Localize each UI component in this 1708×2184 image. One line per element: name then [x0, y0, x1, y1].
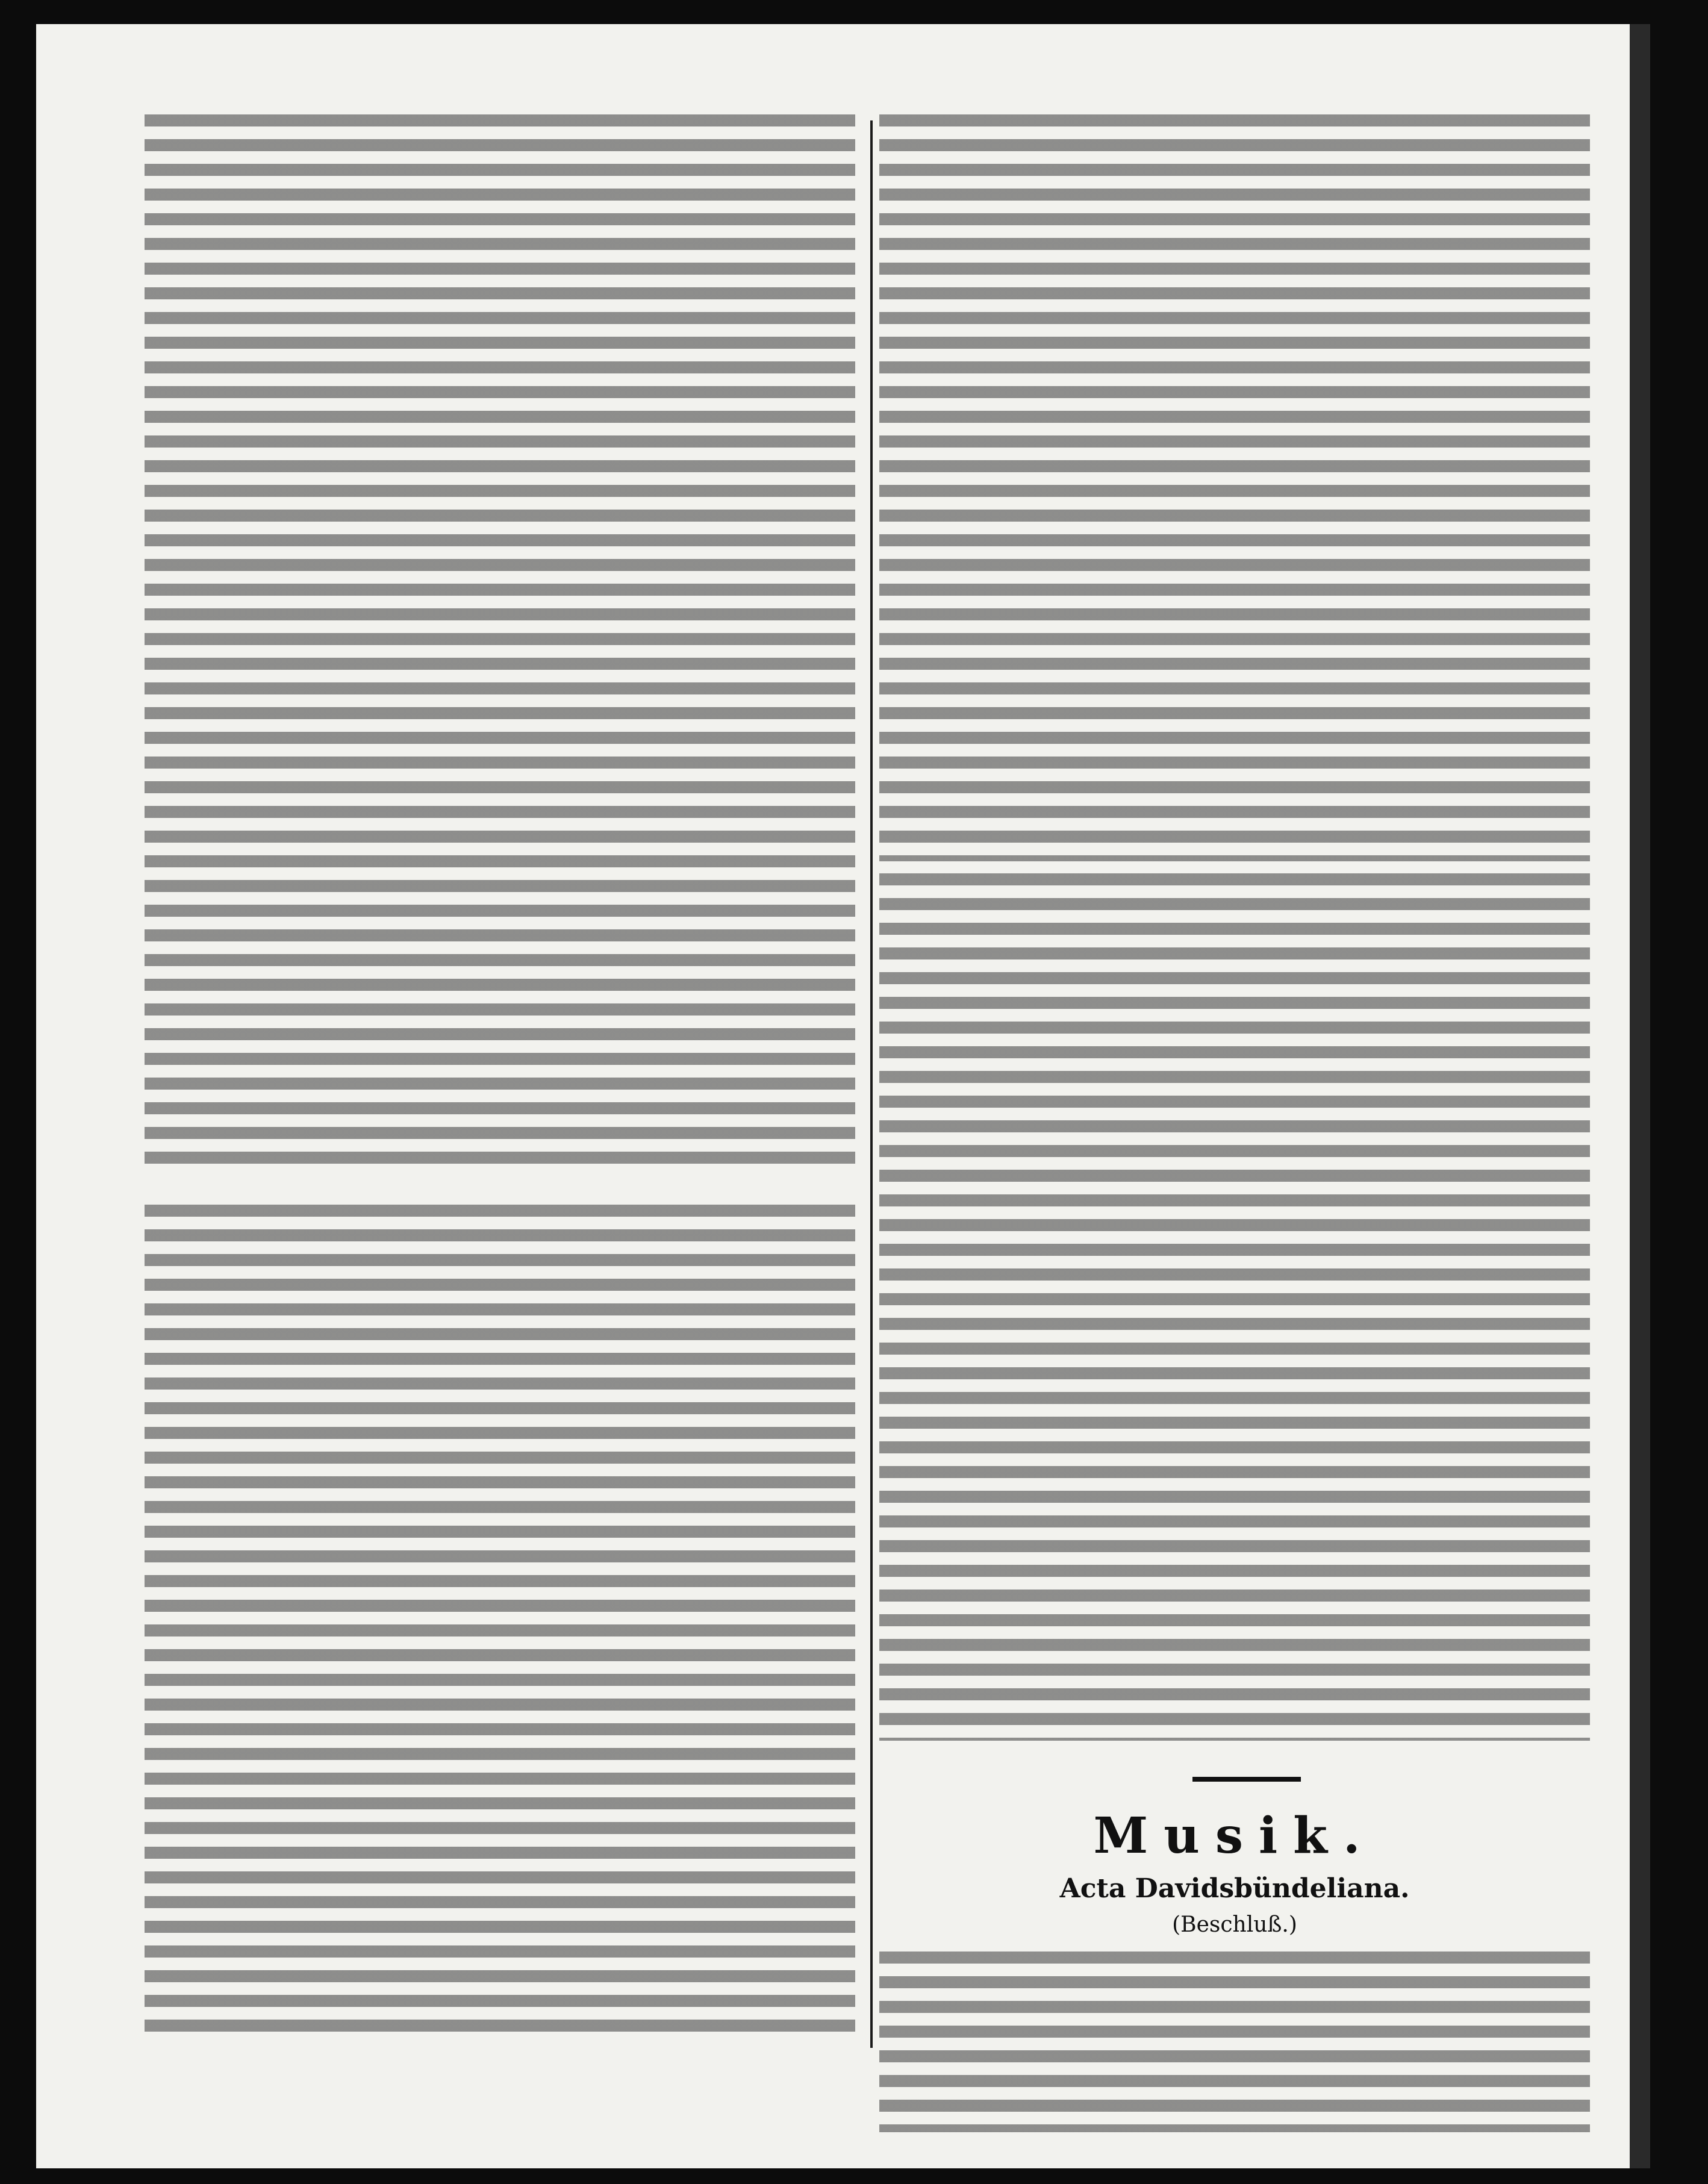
page-edge: [1630, 24, 1650, 2168]
right-text-block-2: [879, 873, 1590, 1741]
column-divider: [870, 120, 873, 2048]
right-text-block-1: [879, 114, 1590, 861]
left-text-block-2: [145, 1205, 855, 2036]
right-column: [879, 114, 1590, 2042]
section-title: Musik.: [1093, 1807, 1376, 1865]
right-text-block-3: [879, 1952, 1590, 2132]
left-text-block-1: [145, 114, 855, 1175]
section-note: (Beschluß.): [1172, 1912, 1297, 1937]
section-subtitle: Acta Davidsbündeliana.: [1059, 1873, 1410, 1904]
newspaper-page: [36, 24, 1650, 2168]
section-rule: [1192, 1777, 1301, 1782]
left-column: [145, 114, 855, 2042]
